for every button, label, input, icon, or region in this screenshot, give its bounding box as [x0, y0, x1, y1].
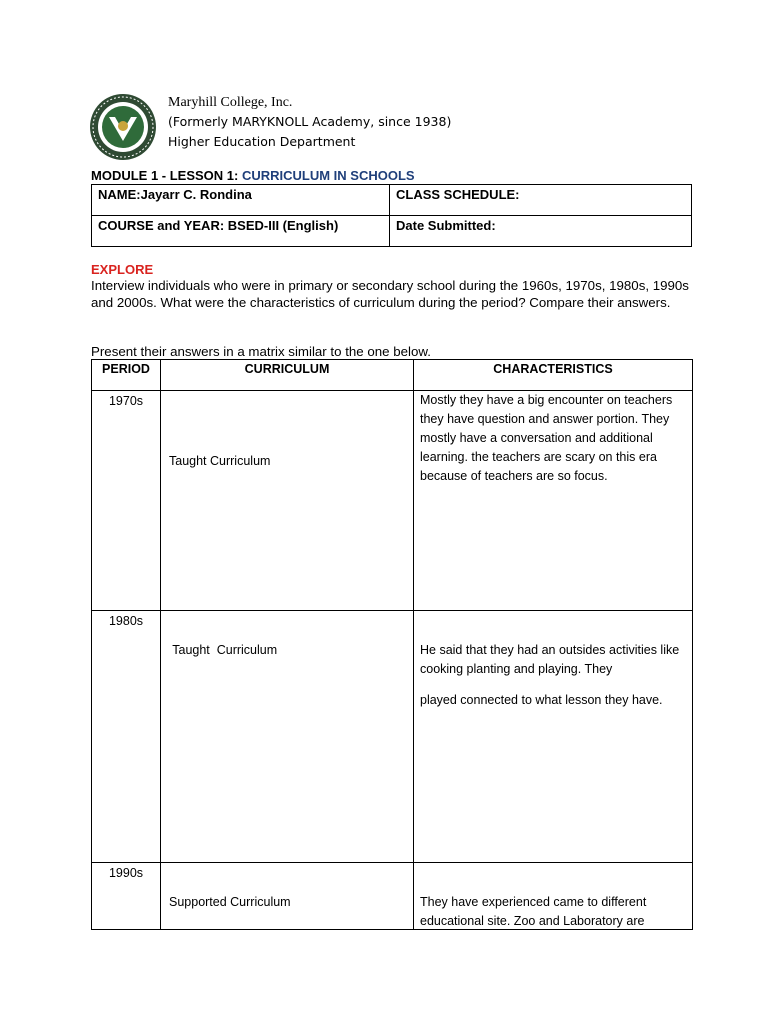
table-row [92, 391, 693, 611]
characteristics-text-continued: played connected to what lesson they have. [420, 693, 663, 707]
class-schedule-cell: CLASS SCHEDULE: [390, 185, 692, 216]
org-header [168, 94, 451, 152]
explore-heading: EXPLORE [91, 262, 154, 277]
period-cell: 1980s [92, 611, 161, 863]
org-name: Maryhill College, Inc. [168, 95, 293, 110]
module-prefix: MODULE 1 - LESSON 1: [91, 168, 242, 183]
explore-instructions: Interview individuals who were in primary or secondary school during the 1960s, 1970s, 1980s, 1990s and 2000s. What were the characteristics of curriculum during the period? Compare their answers. [91, 278, 689, 310]
header-period: PERIOD [92, 360, 161, 391]
table-row [92, 611, 693, 863]
characteristics-text: They have experienced came to different educational site. Zoo and Laboratory are [420, 895, 647, 928]
module-title [91, 168, 415, 183]
characteristics-cell [414, 391, 693, 611]
curriculum-cell [161, 611, 414, 863]
header-curriculum: CURRICULUM [161, 360, 414, 391]
date-submitted-cell: Date Submitted: [390, 216, 692, 247]
period-cell: 1990s [92, 863, 161, 930]
matrix-intro: Present their answers in a matrix similar to the one below. [91, 344, 431, 359]
curriculum-cell [161, 863, 414, 930]
curriculum-text: Taught Curriculum [169, 643, 278, 657]
course-year-cell: COURSE and YEAR: BSED-III (English) [92, 216, 390, 247]
characteristics-text: Mostly they have a big encounter on teachers they have question and answer portion. They mostly have a conversation and additional learning. the teachers are scary on this era because of teachers are so focus. [420, 393, 673, 483]
maryhill-college-seal-logo [89, 93, 157, 161]
org-department: Higher Education Department [168, 134, 356, 149]
table-row [92, 863, 693, 930]
characteristics-cell [414, 863, 693, 930]
student-info-table [91, 184, 692, 247]
name-cell: NAME:Jayarr C. Rondina [92, 185, 390, 216]
curriculum-text: Taught Curriculum [169, 454, 271, 468]
characteristics-cell [414, 611, 693, 863]
org-former-name: (Formerly MARYKNOLL Academy, since 1938) [168, 114, 452, 129]
header-characteristics: CHARACTERISTICS [414, 360, 693, 391]
period-cell: 1970s [92, 391, 161, 611]
curriculum-cell [161, 391, 414, 611]
characteristics-text: He said that they had an outsides activities like cooking planting and playing. They [420, 643, 680, 676]
module-lesson-title: CURRICULUM IN SCHOOLS [241, 168, 415, 183]
curriculum-matrix-table [91, 359, 693, 930]
curriculum-text: Supported Curriculum [169, 895, 291, 909]
